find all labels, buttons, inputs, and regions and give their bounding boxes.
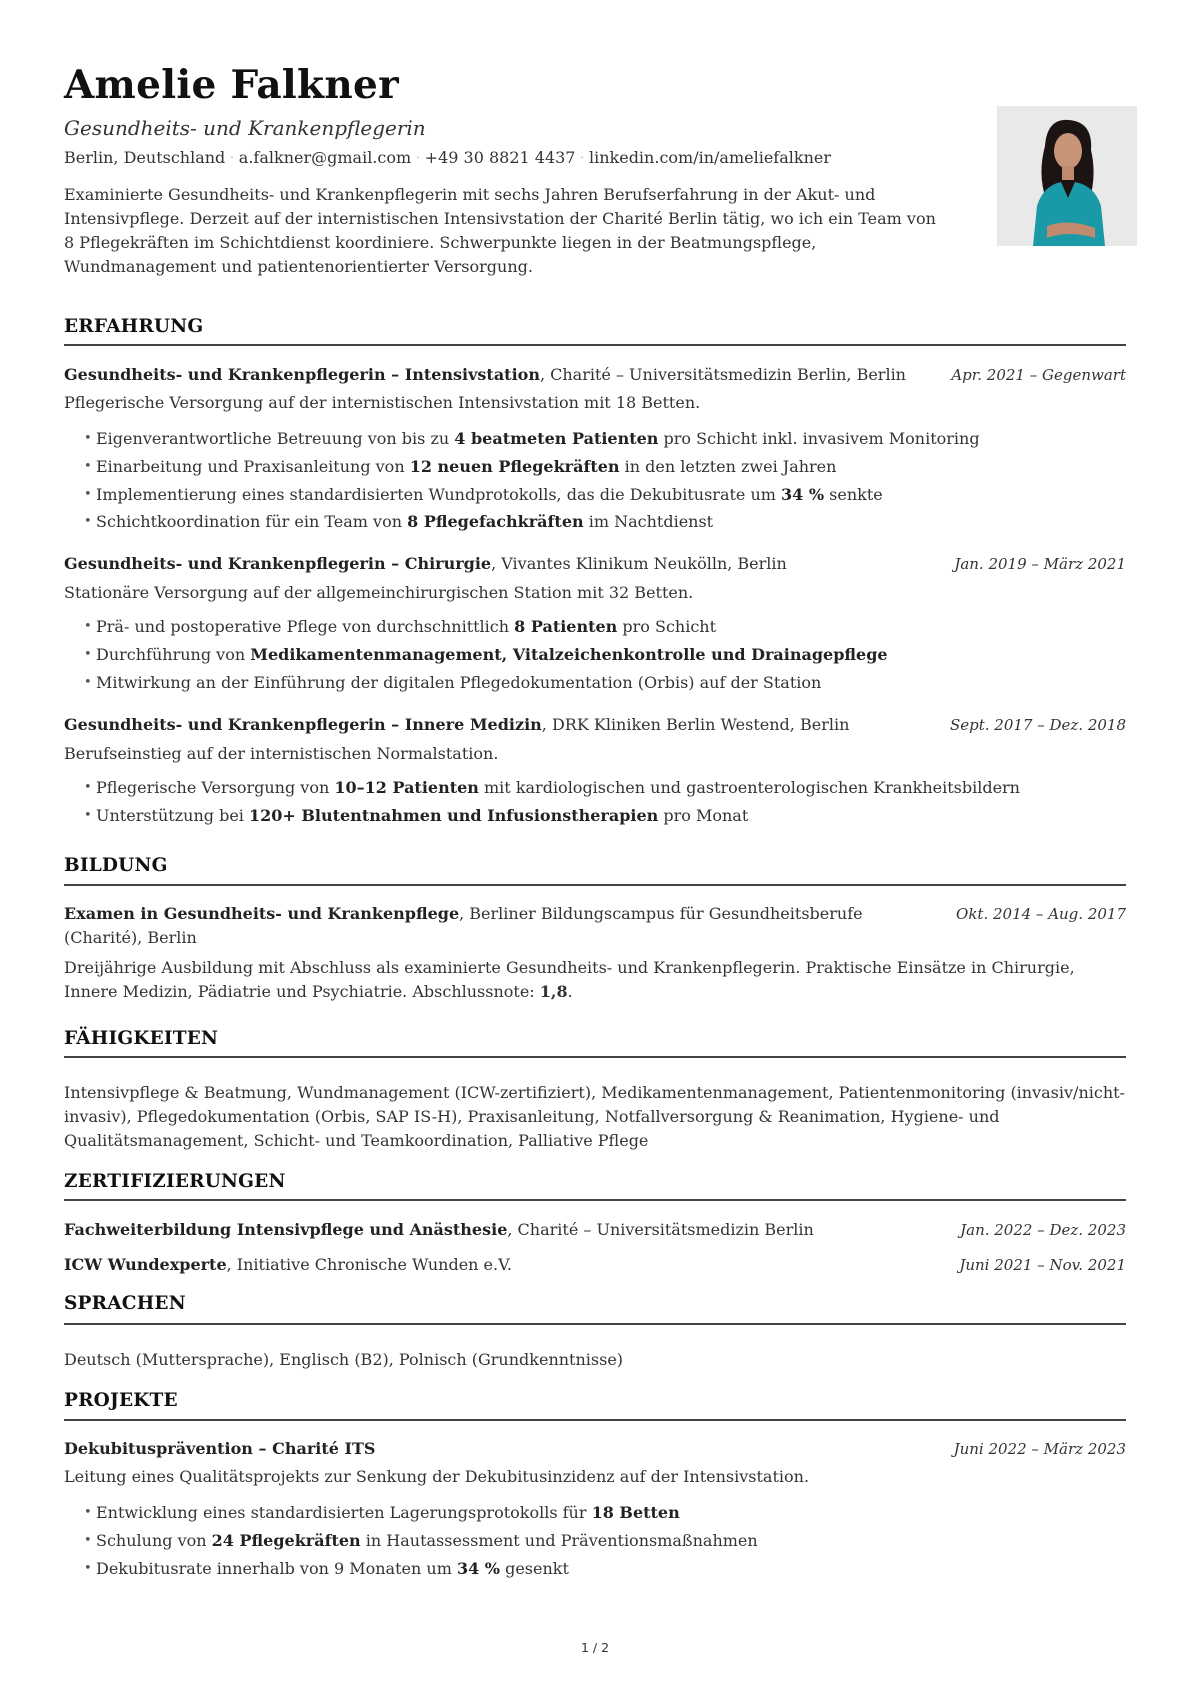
languages-list: Deutsch (Muttersprache), Englisch (B2), Polnisch (Grundkenntnisse) <box>64 1350 624 1369</box>
list-item: • Durchführung von Medikamentenmanagement, Vitalzeichenkontrolle und Drainagepflege <box>84 643 888 671</box>
position-description: Pflegerische Versorgung auf der internistischen Intensivstation mit 18 Betten. <box>64 393 701 412</box>
position-description: Berufseinstieg auf der internistischen Normalstation. <box>64 744 499 763</box>
list-item: • Pflegerische Versorgung von 10–12 Patienten mit kardiologischen und gastroenterologischen Krankheitsbildern <box>84 776 1020 804</box>
section-divider <box>64 344 1126 346</box>
institution: , Berliner Bildungscampus für Gesundheitsberufe <box>459 904 863 923</box>
separator-dot: · <box>580 151 584 164</box>
email-link[interactable]: a.falkner@gmail.com <box>238 148 412 167</box>
list-item: • Eigenverantwortliche Betreuung von bis zu 4 beatmeten Patienten pro Schicht inkl. invasivem Monitoring <box>84 427 980 455</box>
location: Berlin, Deutschland <box>64 148 226 167</box>
employer: , DRK Kliniken Berlin Westend, Berlin <box>541 715 850 734</box>
section-title-certifications: ZERTIFIZIERUNGEN <box>64 1171 286 1192</box>
position-description: Stationäre Versorgung auf der allgemeinchirurgischen Station mit 32 Betten. <box>64 583 694 602</box>
date-range: Juni 2022 – März 2023 <box>953 1440 1126 1458</box>
employer: , Charité – Universitätsmedizin Berlin, Berlin <box>539 365 906 384</box>
section-divider <box>64 884 1126 886</box>
portrait-image <box>997 106 1137 246</box>
profile-photo <box>997 106 1137 246</box>
certification-entry <box>64 1218 1126 1242</box>
profile-summary: Examinierte Gesundheits- und Krankenpflegerin mit sechs Jahren Berufserfahrung in der Akut- und Intensivpflege. Derzeit auf der internistischen Intensivstation der Charité Berlin tätig, wo ich ein Team von 8 Pflegekräften im Schichtdienst koordiniere. Schwerpunkte liegen in der Beatmungspflege, Wundmanagement und patientenorientierter Versorgung. <box>64 185 936 276</box>
experience-entry-1 <box>64 363 1126 387</box>
experience-entry-2 <box>64 552 1126 576</box>
linkedin-link[interactable]: linkedin.com/in/ameliefalkner <box>588 148 831 167</box>
certification-title: ICW Wundexperte <box>64 1255 227 1274</box>
achievement-list <box>84 1501 758 1584</box>
list-item: • Mitwirkung an der Einführung der digitalen Pflegedokumentation (Orbis) auf der Station <box>84 671 888 699</box>
phone-number[interactable]: +49 30 8821 4437 <box>424 148 576 167</box>
list-item: • Einarbeitung und Praxisanleitung von 12 neuen Pflegekräften in den letzten zwei Jahren <box>84 455 980 483</box>
list-item: • Schichtkoordination für ein Team von 8 Pflegefachkräften im Nachtdienst <box>84 510 980 538</box>
position-title: Gesundheits- und Krankenpflegerin – Intensivstation <box>64 365 540 384</box>
section-title-languages: SPRACHEN <box>64 1293 186 1314</box>
section-title-experience: ERFAHRUNG <box>64 316 204 337</box>
experience-entry-3 <box>64 713 1126 737</box>
list-item: • Implementierung eines standardisierten Wundprotokolls, das die Dekubitusrate um 34 % senkte <box>84 483 980 511</box>
project-title: Dekubitusprävention – Charité ITS <box>64 1439 376 1458</box>
position-title: Gesundheits- und Krankenpflegerin – Chirurgie <box>64 554 492 573</box>
contact-line <box>64 148 831 167</box>
list-item: • Dekubitusrate innerhalb von 9 Monaten um 34 % gesenkt <box>84 1557 758 1585</box>
date-range: Jan. 2022 – Dez. 2023 <box>960 1221 1126 1239</box>
list-item: • Schulung von 24 Pflegekräften in Hautassessment und Präventionsmaßnahmen <box>84 1529 758 1557</box>
page-number: 1 / 2 <box>580 1640 610 1655</box>
date-range: Jan. 2019 – März 2021 <box>954 555 1126 573</box>
section-divider <box>64 1199 1126 1201</box>
achievement-list <box>84 615 888 698</box>
issuer: , Initiative Chronische Wunden e.V. <box>226 1255 512 1274</box>
section-divider <box>64 1323 1126 1325</box>
section-title-skills: FÄHIGKEITEN <box>64 1028 219 1049</box>
list-item: • Prä- und postoperative Pflege von durchschnittlich 8 Patienten pro Schicht <box>84 615 888 643</box>
issuer: , Charité – Universitätsmedizin Berlin <box>507 1220 814 1239</box>
list-item: • Entwicklung eines standardisierten Lagerungsprotokolls für 18 Betten <box>84 1501 758 1529</box>
certification-title: Fachweiterbildung Intensivpflege und Anästhesie <box>64 1220 508 1239</box>
separator-dot: · <box>416 151 420 164</box>
education-description: Dreijährige Ausbildung mit Abschluss als examinierte Gesundheits- und Krankenpflegerin. Praktische Einsätze in Chirurgie, Innere Medizin, Pädiatrie und Psychiatrie. Abschlussnote: 1,8. <box>64 958 1075 1001</box>
date-range: Okt. 2014 – Aug. 2017 <box>956 905 1126 923</box>
section-title-education: BILDUNG <box>64 855 168 876</box>
project-description: Leitung eines Qualitätsprojekts zur Senkung der Dekubitusinzidenz auf der Intensivstation. <box>64 1467 810 1486</box>
date-range: Sept. 2017 – Dez. 2018 <box>949 716 1126 734</box>
achievement-list <box>84 427 980 538</box>
section-divider <box>64 1056 1126 1058</box>
job-title: Gesundheits- und Krankenpflegerin <box>64 116 426 140</box>
education-entry <box>64 902 1126 926</box>
section-title-projects: PROJEKTE <box>64 1390 178 1411</box>
skills-list: Intensivpflege & Beatmung, Wundmanagement (ICW-zertifiziert), Medikamentenmanagement, Patientenmonitoring (invasiv/nicht-invasiv), Pflegedokumentation (Orbis, SAP IS-H), Praxisanleitung, Notfallversorgung & Reanimation, Hygiene- und Qualitätsmanagement, Schicht- und Teamkoordination, Palliative Pflege <box>64 1083 1125 1150</box>
list-item: • Unterstützung bei 120+ Blutentnahmen und Infusionstherapien pro Monat <box>84 804 1020 832</box>
degree-title: Examen in Gesundheits- und Krankenpflege <box>64 904 460 923</box>
project-entry <box>64 1437 1126 1461</box>
institution-continued: (Charité), Berlin <box>64 928 197 947</box>
date-range: Apr. 2021 – Gegenwart <box>951 366 1126 384</box>
separator-dot: · <box>230 151 234 164</box>
certification-entry <box>64 1253 1126 1277</box>
employer: , Vivantes Klinikum Neukölln, Berlin <box>491 554 787 573</box>
candidate-name: Amelie Falkner <box>64 62 399 108</box>
position-title: Gesundheits- und Krankenpflegerin – Innere Medizin <box>64 715 542 734</box>
section-divider <box>64 1419 1126 1421</box>
date-range: Juni 2021 – Nov. 2021 <box>959 1256 1126 1274</box>
achievement-list <box>84 776 1020 832</box>
